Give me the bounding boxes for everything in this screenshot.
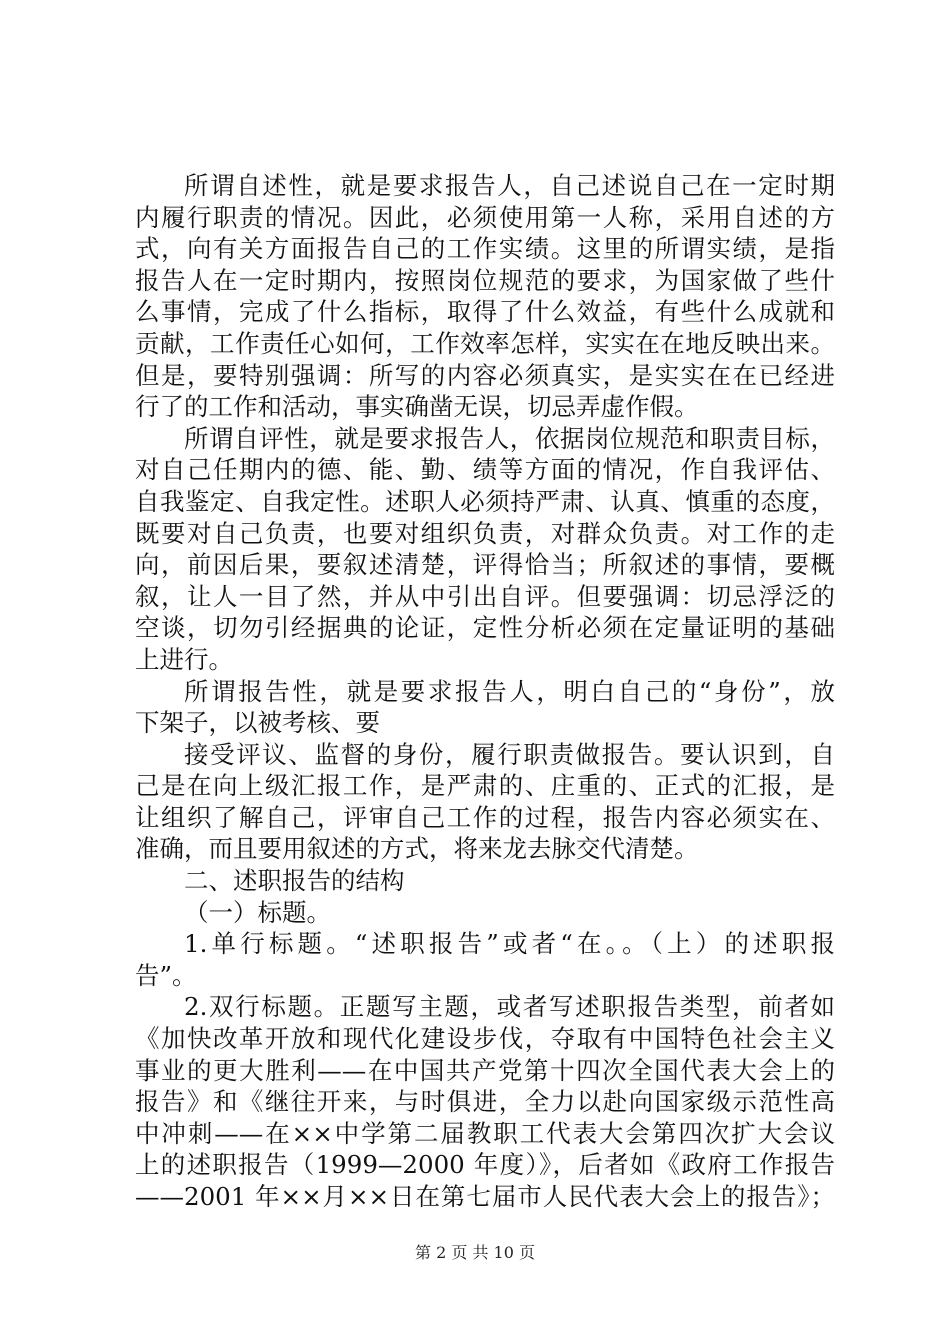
text-line: 接受评议、监督的身份，履行职责做报告。要认识到，自: [184, 739, 835, 769]
text-line: 式，向有关方面报告自己的工作实绩。这里的所谓实绩，是指: [135, 234, 835, 264]
text-line: 向，前因后果，要叙述清楚，评得恰当；所叙述的事情，要概: [135, 550, 835, 580]
text-line: （一）标题。: [184, 897, 331, 927]
text-line: 但是，要特别强调：所写的内容必须真实，是实实在在已经进: [135, 360, 835, 390]
text-line: 所谓报告性，就是要求报告人，明白自己的“身份”，放: [184, 676, 835, 706]
text-line: 报告人在一定时期内，按照岗位规范的要求，为国家做了些什: [135, 265, 835, 295]
text-line: 自我鉴定、自我定性。述职人必须持严肃、认真、慎重的态度，: [135, 486, 835, 516]
text-line: 下架子，以被考核、要: [135, 708, 380, 738]
text-line: 贡献，工作责任心如何，工作效率怎样，实实在在地反映出来。: [135, 328, 835, 358]
text-line: 事业的更大胜利——在中国共产党第十四次全国代表大会上的: [135, 1055, 835, 1085]
document-body: [135, 170, 835, 1213]
text-line: 上的述职报告（1999—2000 年度）》，后者如《政府工作报告: [135, 1150, 835, 1180]
text-line: 空谈，切勿引经据典的论证，定性分析必须在定量证明的基础: [135, 613, 835, 643]
text-line: 么事情，完成了什么指标，取得了什么效益，有些什么成就和: [135, 297, 835, 327]
text-line: 《加快改革开放和现代化建设步伐，夺取有中国特色社会主义: [135, 1024, 835, 1054]
text-line: 告”。: [135, 960, 197, 990]
text-line: 1.单行标题。“述职报告”或者“在。。（上）的述职报: [184, 929, 835, 959]
text-line: 上进行。: [135, 644, 233, 674]
text-line: 二、述职报告的结构: [184, 866, 405, 896]
text-line: ——2001 年××月××日在第七届市人民代表大会上的报告》；: [135, 1182, 835, 1211]
text-line: 所谓自述性，就是要求报告人，自己述说自己在一定时期: [184, 171, 835, 200]
text-line: 行了的工作和活动，事实确凿无误，切忌弄虚作假。: [135, 392, 699, 422]
text-line: 2.双行标题。正题写主题，或者写述职报告类型，前者如: [184, 992, 835, 1022]
text-line: 对自己任期内的德、能、勤、绩等方面的情况，作自我评估、: [135, 455, 835, 485]
text-line: 既要对自己负责，也要对组织负责，对群众负责。对工作的走: [135, 518, 835, 548]
text-line: 所谓自评性，就是要求报告人，依据岗位规范和职责目标，: [184, 423, 835, 453]
text-line: 己是在向上级汇报工作，是严肃的、庄重的、正式的汇报，是: [135, 771, 835, 801]
text-line: 报告》和《继往开来，与时俱进，全力以赴向国家级示范性高: [135, 1087, 835, 1117]
page-footer: 第 2 页 共 10 页: [415, 1243, 535, 1262]
text-line: 中冲刺——在××中学第二届教职工代表大会第四次扩大会议: [135, 1118, 835, 1148]
text-line: 让组织了解自己，评审自己工作的过程，报告内容必须实在、: [135, 802, 835, 832]
text-line: 叙，让人一目了然，并从中引出自评。但要强调：切忌浮泛的: [135, 581, 835, 611]
text-line: 准确，而且要用叙述的方式，将来龙去脉交代清楚。: [135, 834, 699, 864]
text-line: 内履行职责的情况。因此，必须使用第一人称，采用自述的方: [135, 202, 835, 232]
